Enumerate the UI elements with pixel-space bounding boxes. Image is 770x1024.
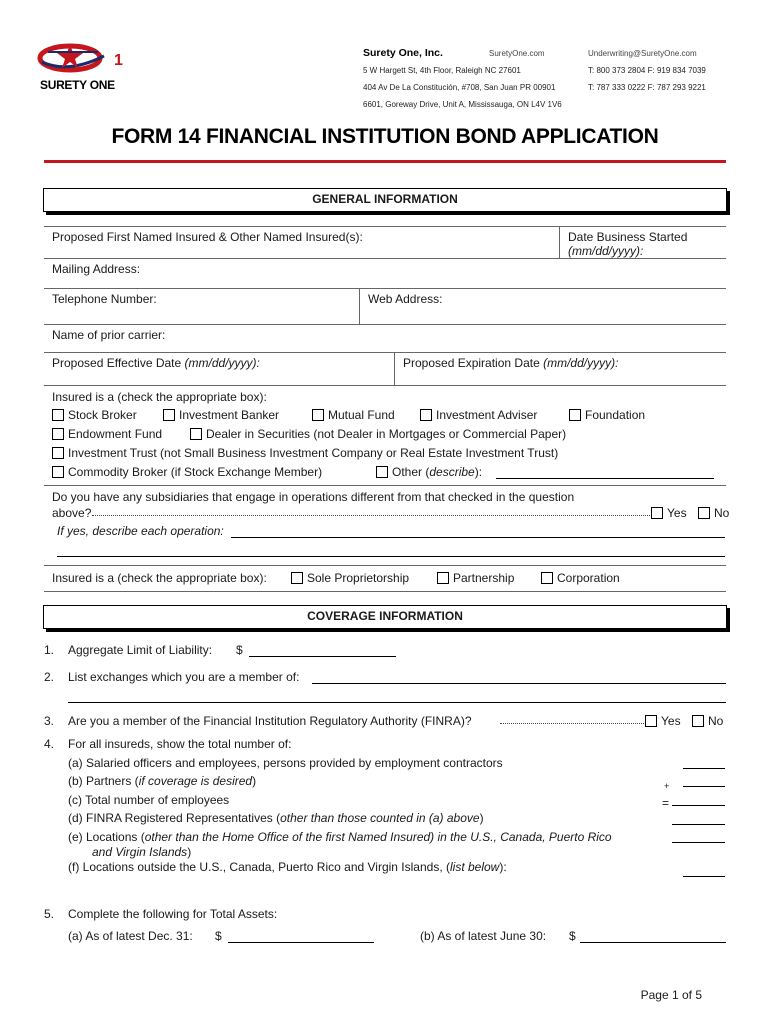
q5a-dollar: $ xyxy=(215,929,222,943)
option-investment-adviser[interactable]: Investment Adviser xyxy=(420,408,537,422)
q1-dollar: $ xyxy=(236,643,243,657)
checkbox[interactable] xyxy=(376,466,388,478)
effective-label: Proposed Effective Date xyxy=(52,356,182,370)
coverage-information-header: COVERAGE INFORMATION xyxy=(43,605,727,629)
q5a-line[interactable] xyxy=(228,942,374,943)
date-started-label: Date Business Started xyxy=(568,230,688,244)
option-partnership[interactable]: Partnership xyxy=(437,571,514,585)
q5b-dollar: $ xyxy=(569,929,576,943)
web-label: Web Address: xyxy=(368,292,443,306)
q4f-line[interactable] xyxy=(683,876,725,877)
subsidiaries-yes[interactable]: Yes xyxy=(651,506,687,520)
mailing-label: Mailing Address: xyxy=(52,262,141,276)
equals-sign: = xyxy=(662,796,670,810)
logo-text: SURETY ONE xyxy=(40,78,115,92)
checkbox[interactable] xyxy=(437,572,449,584)
address-mississauga: 6601, Goreway Drive, Unit A, Mississauga, ON L4V 1V6 xyxy=(363,100,562,109)
logo-superscript: 1 xyxy=(114,52,123,69)
prior-carrier-label: Name of prior carrier: xyxy=(52,328,166,342)
checkbox[interactable] xyxy=(541,572,553,584)
row-entity-type xyxy=(44,566,726,592)
row-dates xyxy=(44,353,726,386)
row-subsidiaries xyxy=(44,486,730,566)
date-started-format: (mm/dd/yyyy): xyxy=(568,244,644,258)
mailing-address-field[interactable] xyxy=(44,259,726,288)
q4d-label: (d) FINRA Registered Representatives (other than those counted in (a) above) xyxy=(68,811,484,825)
option-endowment-fund[interactable]: Endowment Fund xyxy=(52,427,162,441)
general-information-grid xyxy=(44,226,730,592)
checkbox[interactable] xyxy=(52,409,64,421)
option-other[interactable]: Other (describe): xyxy=(376,465,482,479)
describe-line-1[interactable] xyxy=(231,537,725,538)
checkbox[interactable] xyxy=(291,572,303,584)
q5b-line[interactable] xyxy=(580,942,726,943)
checkbox[interactable] xyxy=(651,507,663,519)
q3-no[interactable]: No xyxy=(692,714,723,728)
checkbox[interactable] xyxy=(312,409,324,421)
q4b-line[interactable] xyxy=(683,786,725,787)
q4e-label: (e) Locations (other than the Home Office of the first Named Insured) in the U.S., Canada, Puerto Rico xyxy=(68,830,612,844)
row-prior-carrier xyxy=(44,325,726,353)
expiration-format: (mm/dd/yyyy): xyxy=(543,356,619,370)
phone-san-juan: T: 787 333 0222 F: 787 293 9221 xyxy=(588,83,706,92)
q4c-line[interactable] xyxy=(672,805,725,806)
plus-sign: + xyxy=(664,781,670,791)
prior-carrier-field[interactable] xyxy=(44,325,726,352)
q4f-label: (f) Locations outside the U.S., Canada, Puerto Rico and Virgin Islands, (list below): xyxy=(68,860,507,874)
checkbox[interactable] xyxy=(52,428,64,440)
general-information-header: GENERAL INFORMATION xyxy=(43,188,727,212)
q1-limit-line[interactable] xyxy=(249,656,396,657)
option-commodity-broker[interactable]: Commodity Broker (if Stock Exchange Member) xyxy=(52,465,322,479)
q3-yes[interactable]: Yes xyxy=(645,714,681,728)
checkbox[interactable] xyxy=(569,409,581,421)
title-rule xyxy=(44,160,726,163)
row-mailing xyxy=(44,259,726,289)
company-name: Surety One, Inc. xyxy=(363,47,443,59)
phone-raleigh: T: 800 373 2804 F: 919 834 7039 xyxy=(588,66,706,75)
row-telephone xyxy=(44,289,726,325)
checkbox[interactable] xyxy=(692,715,704,727)
contact-block xyxy=(588,45,706,96)
q2-number: 2. xyxy=(44,670,55,684)
q5-label: Complete the following for Total Assets: xyxy=(68,907,278,921)
address-raleigh: 5 W Hargett St, 4th Floor, Raleigh NC 27601 xyxy=(363,66,521,75)
effective-format: (mm/dd/yyyy): xyxy=(184,356,260,370)
expiration-label: Proposed Expiration Date xyxy=(403,356,540,370)
page-number: Page 1 of 5 xyxy=(640,988,702,1002)
option-investment-banker[interactable]: Investment Banker xyxy=(163,408,279,422)
q4-number: 4. xyxy=(44,737,55,751)
q2-exchanges-line-2[interactable] xyxy=(68,702,726,703)
subsidiaries-no[interactable]: No xyxy=(698,506,729,520)
q4c-label: (c) Total number of employees xyxy=(68,793,230,807)
company-email[interactable]: Underwriting@SuretyOne.com xyxy=(588,49,697,58)
q3-finra-label: Are you a member of the Financial Institution Regulatory Authority (FINRA)? xyxy=(68,714,472,728)
describe-line-2[interactable] xyxy=(57,556,725,557)
date-started-field[interactable] xyxy=(560,227,726,258)
subsidiaries-question-cont: above? xyxy=(52,506,92,520)
checkbox[interactable] xyxy=(190,428,202,440)
checkbox[interactable] xyxy=(645,715,657,727)
web-address-field[interactable] xyxy=(360,289,726,324)
q3-number: 3. xyxy=(44,714,55,728)
option-investment-trust[interactable]: Investment Trust (not Small Business Investment Company or Real Estate Investment Trust) xyxy=(52,446,558,460)
company-logo xyxy=(28,38,138,98)
checkbox[interactable] xyxy=(163,409,175,421)
address-san-juan: 404 Av De La Constitución, #708, San Juan PR 00901 xyxy=(363,83,556,92)
q4a-line[interactable] xyxy=(683,768,725,769)
q5-number: 5. xyxy=(44,907,55,921)
telephone-field[interactable] xyxy=(44,289,359,324)
q5b-label: (b) As of latest June 30: xyxy=(420,929,547,943)
checkbox[interactable] xyxy=(52,466,64,478)
insured-label: Proposed First Named Insured & Other Named Insured(s): xyxy=(52,230,363,244)
company-website[interactable]: SuretyOne.com xyxy=(489,49,545,58)
effective-date-field[interactable] xyxy=(44,353,394,385)
entity-type-label: Insured is a (check the appropriate box): xyxy=(52,571,267,585)
describe-operation-label: If yes, describe each operation: xyxy=(57,524,224,538)
row-insured xyxy=(44,227,726,259)
q4e-label-cont: and Virgin Islands) xyxy=(92,845,192,859)
q2-exchanges-line-1[interactable] xyxy=(312,683,726,684)
subsidiaries-question: Do you have any subsidiaries that engage in operations different from that checked in the question xyxy=(52,490,575,504)
insured-field[interactable] xyxy=(44,227,554,258)
expiration-date-field[interactable] xyxy=(395,353,726,385)
option-dealer-securities[interactable]: Dealer in Securities (not Dealer in Mortgages or Commercial Paper) xyxy=(190,427,566,441)
q4e-line[interactable] xyxy=(672,842,725,843)
row-insured-type xyxy=(44,386,726,486)
option-foundation[interactable]: Foundation xyxy=(569,408,645,422)
q1-number: 1. xyxy=(44,643,55,657)
insured-type-label: Insured is a (check the appropriate box): xyxy=(52,390,267,404)
option-corporation[interactable]: Corporation xyxy=(541,571,620,585)
option-stock-broker[interactable]: Stock Broker xyxy=(52,408,137,422)
q4a-label: (a) Salaried officers and employees, persons provided by employment contractors xyxy=(68,756,503,770)
q2-exchanges-label: List exchanges which you are a member of: xyxy=(68,670,300,684)
option-sole-proprietorship[interactable]: Sole Proprietorship xyxy=(291,571,409,585)
company-address-block xyxy=(363,45,562,113)
q4b-label: (b) Partners (if coverage is desired) xyxy=(68,774,257,788)
q5a-label: (a) As of latest Dec. 31: xyxy=(68,929,193,943)
option-mutual-fund[interactable]: Mutual Fund xyxy=(312,408,395,422)
q4-label: For all insureds, show the total number of: xyxy=(68,737,292,751)
checkbox[interactable] xyxy=(52,447,64,459)
form-title: FORM 14 FINANCIAL INSTITUTION BOND APPLICATION xyxy=(111,125,659,148)
checkbox[interactable] xyxy=(698,507,710,519)
checkbox[interactable] xyxy=(420,409,432,421)
q1-aggregate-limit-label: Aggregate Limit of Liability: xyxy=(68,643,213,657)
other-describe-line[interactable] xyxy=(496,478,714,479)
telephone-label: Telephone Number: xyxy=(52,292,157,306)
q4d-line[interactable] xyxy=(672,824,725,825)
